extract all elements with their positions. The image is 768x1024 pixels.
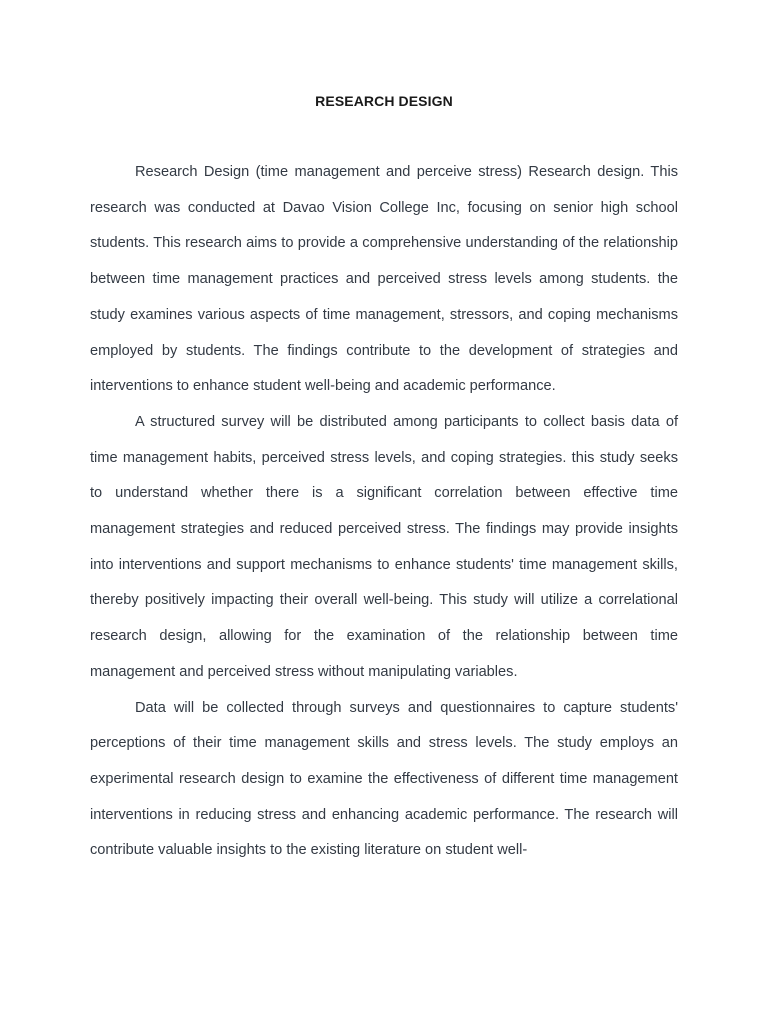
document-body — [90, 155, 678, 869]
paragraph: Data will be collected through surveys and questionnaires to capture students' perceptions of their time management skills and stress levels. The study employs an experimental research design to examine the effectiveness of different time management interventions in reducing stress and enhancing academic performance. The research will contribute valuable insights to the existing literature on student well- — [90, 699, 678, 859]
document-title: RESEARCH DESIGN — [315, 93, 453, 109]
paragraph: A structured survey will be distributed among participants to collect basis data of time management habits, perceived stress levels, and coping strategies. this study seeks to understand whether there is a significant correlation between effective time management strategies and reduced perceived stress. The findings may provide insights into interventions and support mechanisms to enhance students' time management skills, thereby positively impacting their overall well-being. This study will utilize a correlational research design, allowing for the examination of the relationship between time management and perceived stress without manipulating variables. — [90, 413, 678, 680]
paragraph: Research Design (time management and perceive stress) Research design. This research was conducted at Davao Vision College Inc, focusing on senior high school students. This research aims to provide a comprehensive understanding of the relationship between time management practices and perceived stress levels among students. the study examines various aspects of time management, stressors, and coping mechanisms employed by students. The findings contribute to the development of strategies and interventions to enhance student well-being and academic performance. — [90, 164, 678, 395]
